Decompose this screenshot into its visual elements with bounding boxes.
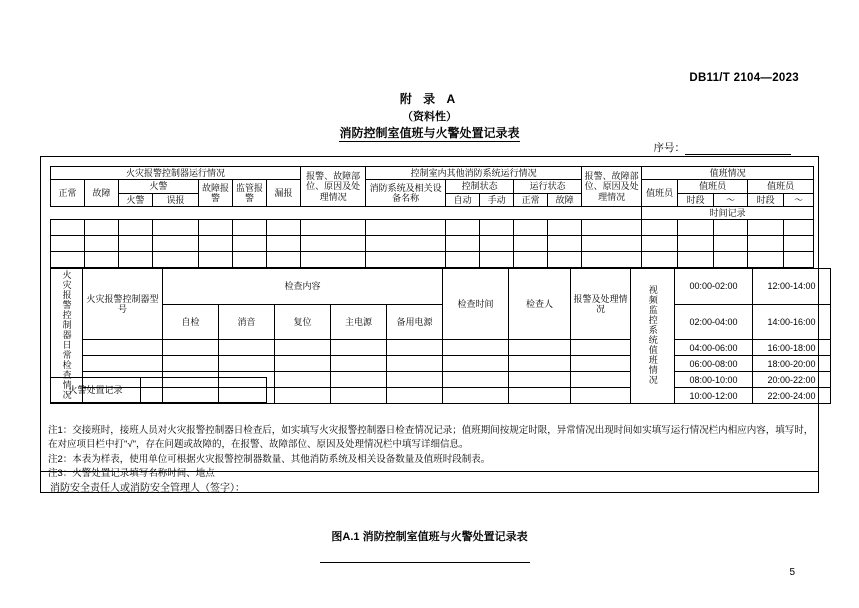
col-fault-cause-1: 报警、故障部位、原因及处理情况 [301, 167, 366, 207]
col-exception-handling: 报警及处理情况 [571, 269, 631, 340]
col-auto: 自动 [446, 193, 480, 206]
notes-divider [40, 471, 819, 472]
time-slot-right: 18:00-20:00 [753, 356, 831, 372]
col-manual: 手动 [480, 193, 514, 206]
serial-label: 序号： [653, 142, 685, 154]
time-slot-left: 10:00-12:00 [675, 388, 753, 404]
col-fault-alarm: 故障报警 [199, 180, 233, 207]
table-running-status [50, 166, 814, 268]
check-item-self-test: 自检 [163, 304, 219, 340]
serial-blank[interactable] [685, 143, 791, 155]
time-slot-right: 22:00-24:00 [753, 388, 831, 404]
col-run-state: 运行状态 [514, 180, 582, 193]
col-duty-person-3: 值班员 [748, 180, 814, 193]
serial-field [654, 140, 792, 155]
row-header-video [631, 269, 675, 404]
col-normal: 正常 [51, 180, 85, 207]
form-title-text: 消防控制室值班与火警处置记录表 [339, 126, 520, 140]
col-check-time: 检查时间 [443, 269, 509, 340]
check-item-silence: 消音 [219, 304, 275, 340]
col-duty-person-2: 值班员 [678, 180, 748, 193]
check-item-reset: 复位 [275, 304, 331, 340]
col-system-name: 消防系统及相关设备名称 [366, 180, 446, 207]
col-fire-alarm-fire: 火警 [119, 193, 153, 206]
note-3: 注3：火警处置记录填写名称时间、地点 [48, 467, 215, 479]
table-row [51, 269, 831, 305]
table-row [51, 207, 814, 220]
col-fire-alarm-false: 误报 [153, 193, 199, 206]
table-row [51, 167, 814, 180]
col-time-record: 时间记录 [642, 207, 814, 220]
table-row [51, 180, 814, 193]
table-fire-record [50, 377, 267, 403]
col-tilde-2: ～ [784, 193, 814, 206]
standard-number: DB11/T 2104—2023 [689, 72, 799, 84]
time-slot-right: 20:00-22:00 [753, 372, 831, 388]
col-tilde-1: ～ [714, 193, 748, 206]
form-title [0, 124, 859, 141]
row-header-daily-check-label: 火灾报警控制器日常检查情况 [61, 270, 72, 400]
time-slot-right: 16:00-18:00 [753, 340, 831, 356]
col-timeslot-2: 时段 [748, 193, 784, 206]
col-fault-cause-2: 报警、故障部位、原因及处理情况 [582, 167, 642, 207]
check-item-main-power: 主电源 [331, 304, 387, 340]
annex-title: 附 录 A [399, 92, 460, 106]
time-slot-right: 12:00-14:00 [753, 269, 831, 305]
figure-caption: 图A.1 消防控制室值班与火警处置记录表 [331, 531, 528, 543]
table-row-blank[interactable] [51, 252, 814, 268]
group-header-controller: 火灾报警控制器运行情况 [51, 167, 301, 180]
note-1: 注1：交接班时，接班人员对火灾报警控制器日检查后，如实填写火灾报警控制器日检查情况记录；值班期间按规定时限，异常情况出现时间如实填写运行情况栏内相应内容，填写时， [48, 425, 814, 436]
row-header-video-label: 视频监控系统值班情况 [647, 285, 658, 385]
time-slot-left: 08:00-10:00 [675, 372, 753, 388]
footer-rule [320, 562, 530, 563]
table-row-blank[interactable] [51, 356, 831, 372]
time-slot-right: 14:00-16:00 [753, 304, 831, 340]
annex-subtitle: （资料性） [402, 111, 457, 123]
col-fire-alarm: 火警 [119, 180, 199, 193]
note-2: 注2：本表为样表，使用单位可根据火灾报警控制器数量、其他消防系统及相关设备数量及值班时段制表。 [48, 453, 491, 465]
table-row-blank[interactable] [51, 220, 814, 236]
table-row [51, 304, 831, 340]
col-normal2: 正常 [514, 193, 548, 206]
table-row [51, 378, 267, 403]
col-control-state: 控制状态 [446, 180, 514, 193]
group-header-duty: 值班情况 [642, 167, 814, 180]
fire-record-label: 火警处置记录 [51, 378, 141, 403]
time-slot-left: 06:00-08:00 [675, 356, 753, 372]
table-row-blank[interactable] [51, 236, 814, 252]
col-fault: 故障 [85, 180, 119, 207]
page-number: 5 [789, 567, 795, 578]
table-row-blank[interactable] [51, 340, 831, 356]
check-item-backup-power: 备用电源 [387, 304, 443, 340]
col-leak-alarm: 漏报 [267, 180, 301, 207]
fire-record-value[interactable] [141, 378, 267, 403]
col-checker: 检查人 [509, 269, 571, 340]
signature-row: 消防安全责任人或消防安全管理人（签字）： [50, 483, 245, 494]
col-controller-model: 火灾报警控制器型号 [83, 269, 163, 340]
col-supervise-alarm: 监管报警 [233, 180, 267, 207]
time-slot-left: 02:00-04:00 [675, 304, 753, 340]
col-fault2: 故障 [548, 193, 582, 206]
note-1-cont: 在对应项目栏中打"√"，存在问题或故障的，在报警、故障部位、原因及处理情况栏中填写详细信息。 [48, 439, 469, 451]
col-timeslot-1: 时段 [678, 193, 714, 206]
col-duty-person-1: 值班员 [642, 180, 678, 207]
notes-block [48, 424, 814, 481]
group-header-other-systems: 控制室内其他消防系统运行情况 [366, 167, 582, 180]
col-check-content: 检查内容 [163, 269, 443, 305]
time-slot-left: 00:00-02:00 [675, 269, 753, 305]
time-slot-left: 04:00-06:00 [675, 340, 753, 356]
